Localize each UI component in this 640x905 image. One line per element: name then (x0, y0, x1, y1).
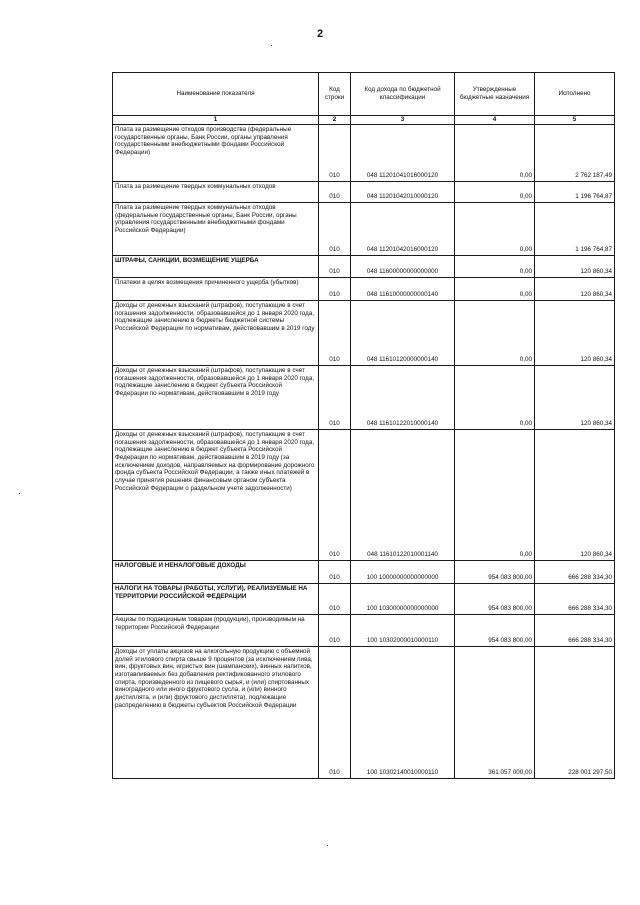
row-approved: 0,00 (455, 301, 535, 366)
column-number: 5 (535, 116, 615, 125)
row-approved: 0,00 (455, 366, 535, 430)
row-line-code: 010 (319, 182, 351, 203)
row-executed: 228 001 297,50 (535, 647, 615, 779)
header-line-code: Код строки (319, 73, 351, 116)
row-name: НАЛОГИ НА ТОВАРЫ (РАБОТЫ, УСЛУГИ), РЕАЛИЗУЕМЫЕ НА ТЕРРИТОРИИ РОССИЙСКОЙ ФЕДЕРАЦИИ (113, 584, 319, 615)
row-approved: 0,00 (455, 278, 535, 301)
report-table (112, 72, 615, 779)
column-number: 1 (113, 116, 319, 125)
row-approved: 0,00 (455, 203, 535, 256)
row-line-code: 010 (319, 256, 351, 278)
row-income-code: 100 10302000010000110 (351, 615, 455, 647)
row-executed: 1 196 764,87 (535, 182, 615, 203)
row-line-code: 010 (319, 561, 351, 584)
column-number: 4 (455, 116, 535, 125)
row-approved: 954 083 800,00 (455, 584, 535, 615)
row-approved: 361 057 000,00 (455, 647, 535, 779)
row-name: Доходы от денежных взысканий (штрафов), поступающие в счет погашения задолженности, образовавшейся до 1 января 2020 года, подлежащие зачислению в бюджет субъекта Российской Федерации по нормативам, действовавшим в 2019 году (113, 366, 319, 430)
row-income-code: 100 10302140010000110 (351, 647, 455, 779)
table-row (113, 430, 615, 561)
table-row (113, 125, 615, 182)
table-row (113, 647, 615, 779)
table-row (113, 615, 615, 647)
row-line-code: 010 (319, 125, 351, 182)
row-name: Доходы от денежных взысканий (штрафов), поступающие в счет погашения задолженности, образовавшейся до 1 января 2020 года, подлежащие зачислению в бюджет субъекта Российской Федерации по нормативам, действовавшим в 2019 году (за исключением доходов, направляемых на формирование дорожного фонда субъекта Российской Федерации, а также иных платежей в случае принятия решения финансовым органом субъекта Российской Федерации о раздельном учете задолженности) (113, 430, 319, 561)
row-line-code: 010 (319, 301, 351, 366)
row-executed: 666 288 334,30 (535, 615, 615, 647)
row-approved: 954 083 800,00 (455, 561, 535, 584)
page-number: 2 (316, 28, 324, 40)
row-name: ШТРАФЫ, САНКЦИИ, ВОЗМЕЩЕНИЕ УЩЕРБА (113, 256, 319, 278)
row-income-code: 048 11610122010000140 (351, 366, 455, 430)
row-executed: 666 288 334,30 (535, 561, 615, 584)
row-income-code: 048 11201042016000120 (351, 203, 455, 256)
row-executed: 1 196 764,87 (535, 203, 615, 256)
row-income-code: 100 10000000000000000 (351, 561, 455, 584)
row-line-code: 010 (319, 615, 351, 647)
table-row (113, 584, 615, 615)
header-row (113, 73, 615, 116)
row-name: Плата за размещение твердых коммунальных отходов (113, 182, 319, 203)
row-line-code: 010 (319, 366, 351, 430)
row-income-code: 048 11610120000000140 (351, 301, 455, 366)
scan-speck: · (270, 40, 273, 50)
table-row (113, 366, 615, 430)
row-executed: 120 860,34 (535, 278, 615, 301)
row-name: Акцизы по подакцизным товарам (продукции), производимым на территории Российской Федерации (113, 615, 319, 647)
row-approved: 0,00 (455, 256, 535, 278)
row-name: НАЛОГОВЫЕ И НЕНАЛОГОВЫЕ ДОХОДЫ (113, 561, 319, 584)
row-name: Плата за размещение отходов производства (федеральные государственные органы, Банк России, органы управления государственными внебюджетными фондами Российской Федерации) (113, 125, 319, 182)
scan-speck: · (326, 840, 329, 850)
column-number: 2 (319, 116, 351, 125)
row-approved: 0,00 (455, 125, 535, 182)
row-name: Доходы от уплаты акцизов на алкогольную продукцию с объемной долей этилового спирта свыше 9 процентов (за исключением пива, вин, фруктовых вин, игристых вин (шампанских), винных напитков, изготавливаемых без добавления ректификованного этилового спирта, произведенного из пищевого сырья, и (или) спиртованных виноградного или иного фруктового сусла, и (или) винного дистиллята, и (или) фруктового дистиллята), подлежащие распределению в бюджеты субъектов Российской Федерации (113, 647, 319, 779)
row-name: Доходы от денежных взысканий (штрафов), поступающие в счет погашения задолженности, образовавшейся до 1 января 2020 года, подлежащие зачислению в бюджеты бюджетной системы Российской Федерации по нормативам, действовавшим в 2019 году (113, 301, 319, 366)
row-executed: 666 288 334,30 (535, 584, 615, 615)
row-income-code: 048 11201041016000120 (351, 125, 455, 182)
row-executed: 120 860,34 (535, 366, 615, 430)
row-income-code: 048 11610000000000140 (351, 278, 455, 301)
row-line-code: 010 (319, 584, 351, 615)
table-row (113, 203, 615, 256)
row-line-code: 010 (319, 647, 351, 779)
table-row (113, 256, 615, 278)
row-income-code: 100 10300000000000000 (351, 584, 455, 615)
header-name: Наименование показателя (113, 73, 319, 116)
header-approved: Утвержденные бюджетные назначения (455, 73, 535, 116)
row-approved: 0,00 (455, 430, 535, 561)
row-name: Платежи в целях возмещения причиненного ущерба (убытков) (113, 278, 319, 301)
row-line-code: 010 (319, 203, 351, 256)
scan-speck: · (18, 488, 21, 498)
row-executed: 2 762 187,49 (535, 125, 615, 182)
column-number: 3 (351, 116, 455, 125)
column-numbers-row (113, 116, 615, 125)
row-executed: 120 860,34 (535, 301, 615, 366)
row-income-code: 048 11201042010000120 (351, 182, 455, 203)
table-row (113, 182, 615, 203)
row-income-code: 048 11610122010001140 (351, 430, 455, 561)
table-row (113, 278, 615, 301)
table-row (113, 561, 615, 584)
row-approved: 0,00 (455, 182, 535, 203)
row-line-code: 010 (319, 430, 351, 561)
row-name: Плата за размещение твердых коммунальных отходов (федеральные государственные органы, Банк России, органы управления государственными внебюджетными фондами Российской Федерации) (113, 203, 319, 256)
row-executed: 120 860,34 (535, 256, 615, 278)
row-approved: 954 083 800,00 (455, 615, 535, 647)
table-row (113, 301, 615, 366)
row-line-code: 010 (319, 278, 351, 301)
row-executed: 120 860,34 (535, 430, 615, 561)
row-income-code: 048 11600000000000000 (351, 256, 455, 278)
header-income-code: Код дохода по бюджетной классификации (351, 73, 455, 116)
header-executed: Исполнено (535, 73, 615, 116)
